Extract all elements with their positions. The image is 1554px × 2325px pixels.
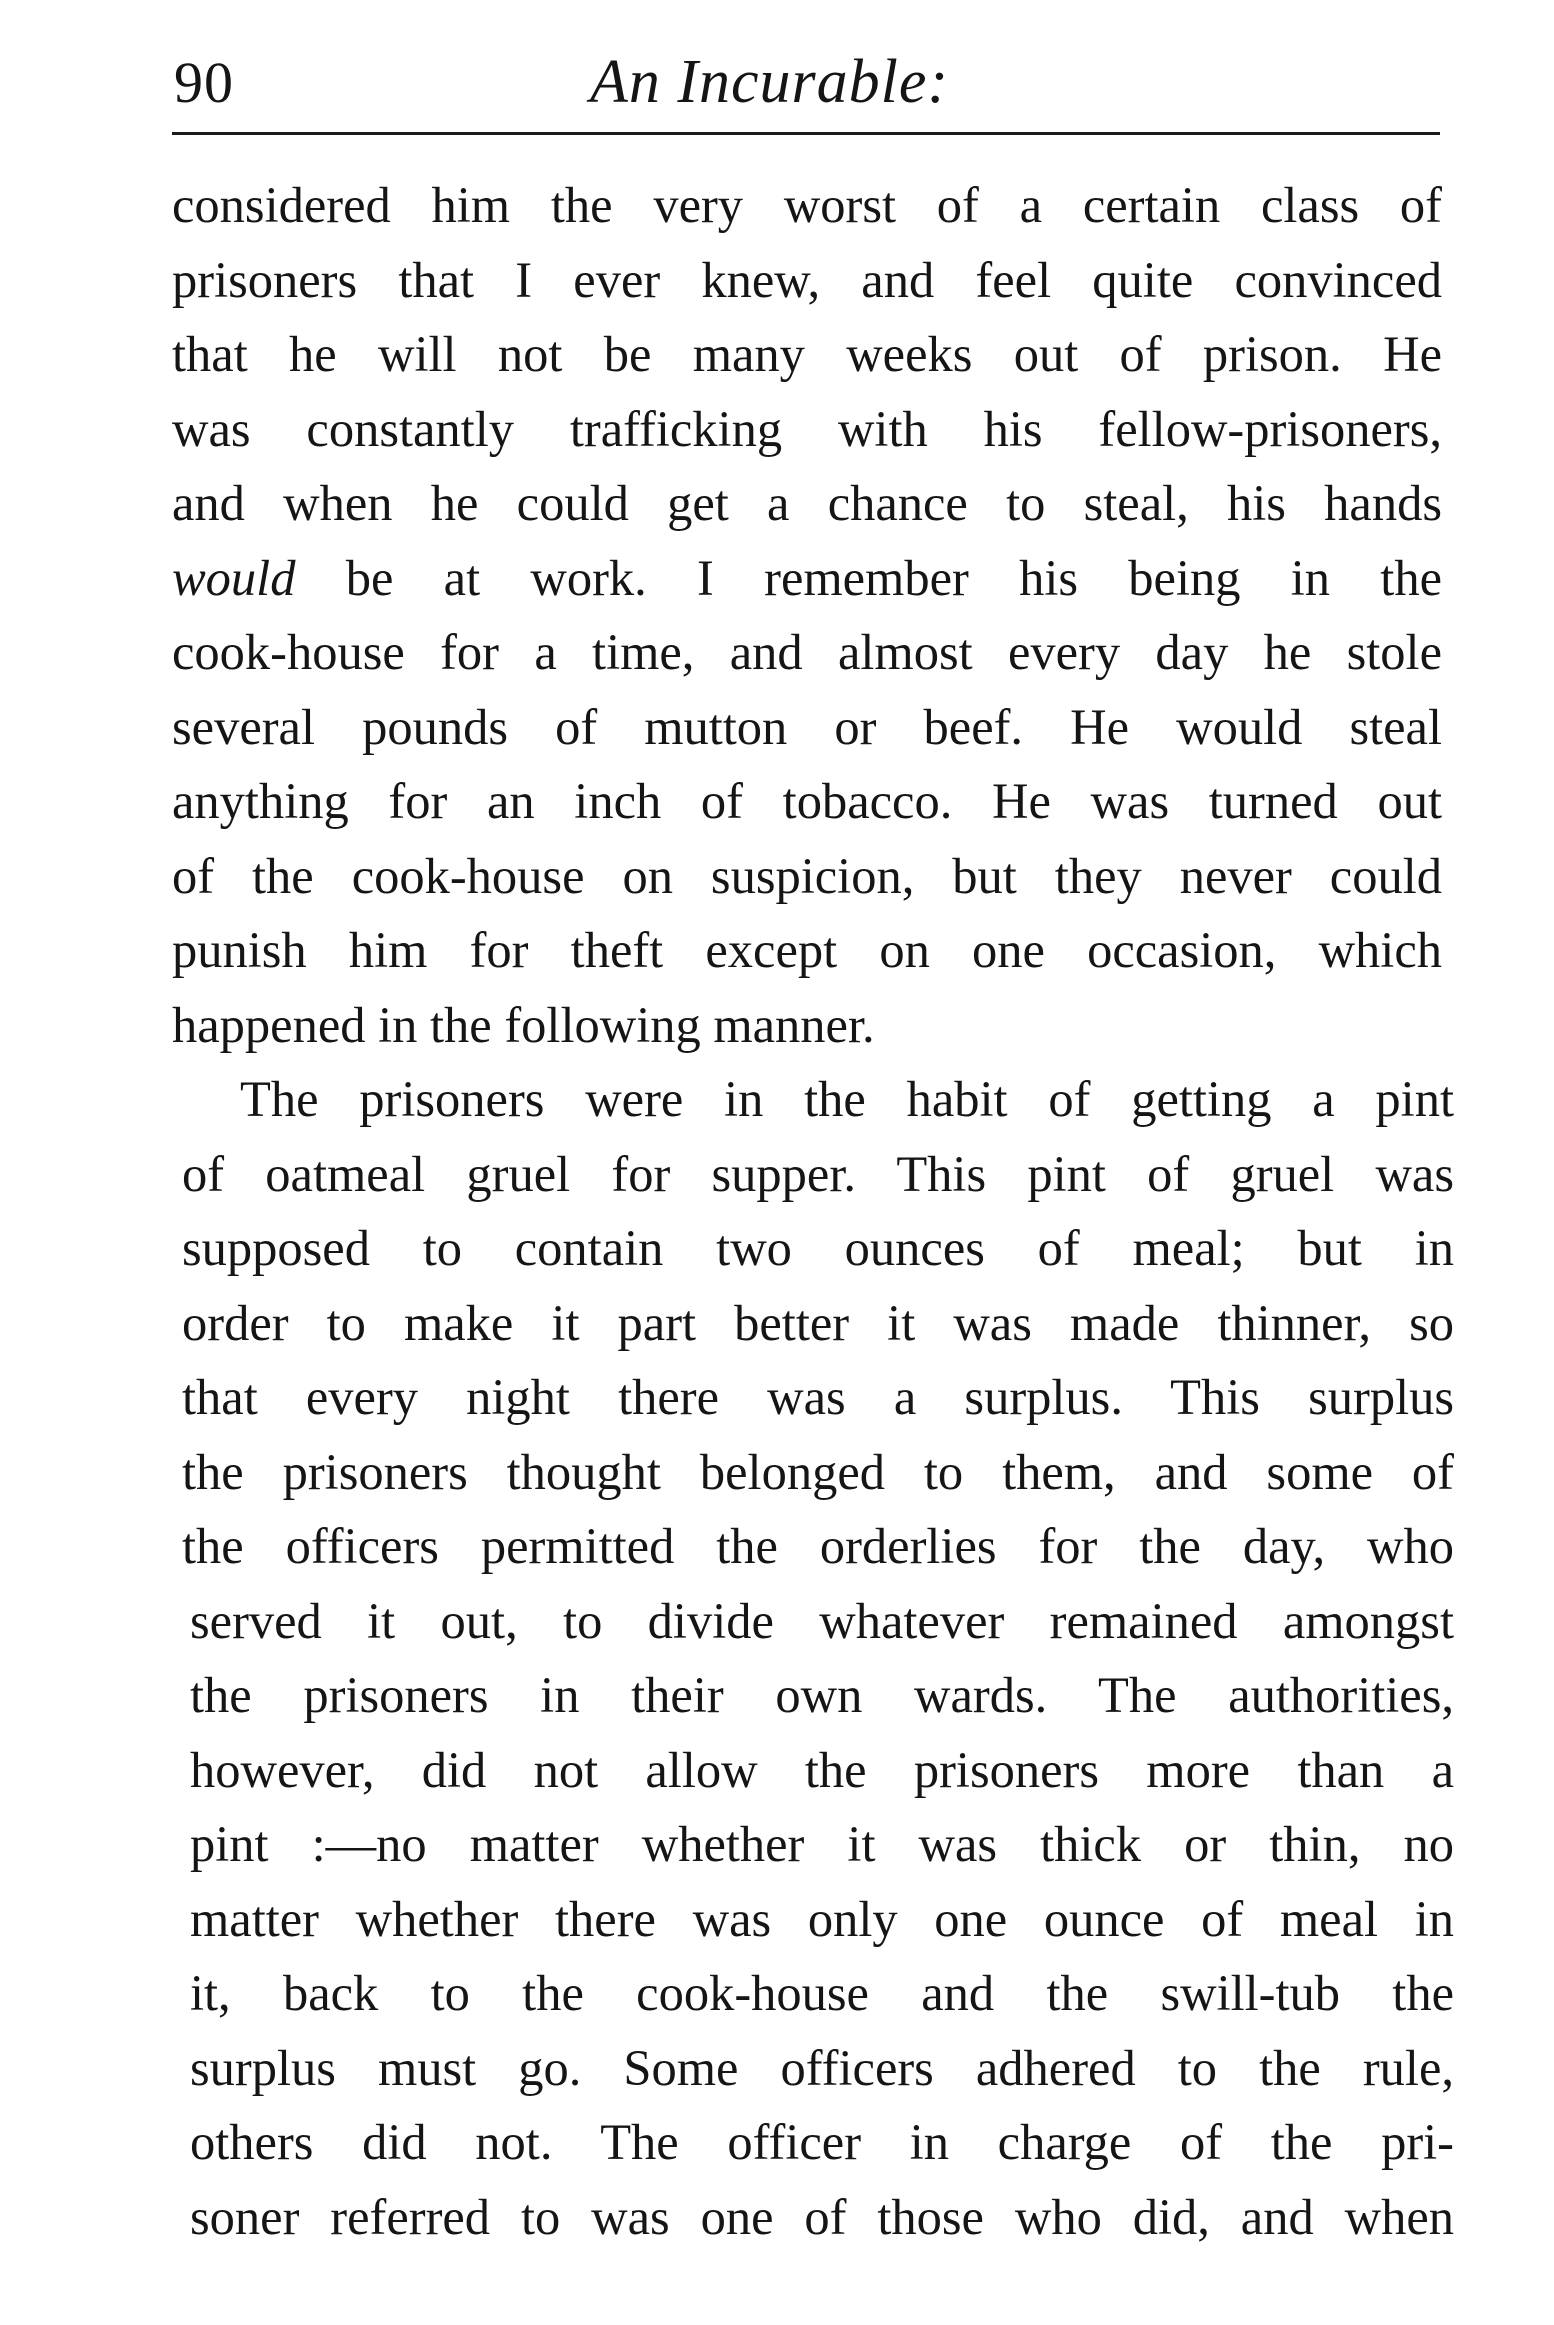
emphasis-word: would xyxy=(172,549,296,606)
text-line: however, did not allow the prisoners more than a xyxy=(190,1741,1454,1798)
paragraph-2 xyxy=(172,1062,1462,2254)
text-line: prisoners that I ever knew, and feel quite convinced xyxy=(172,251,1442,308)
text-line: of oatmeal gruel for supper. This pint of gruel was xyxy=(182,1145,1454,1202)
running-title: An Incurable: xyxy=(590,48,950,116)
text-line: supposed to contain two ounces of meal; but in xyxy=(182,1220,1454,1276)
text-line: served it out, to divide whatever remained amongst xyxy=(190,1592,1454,1649)
text-line: and when he could get a chance to steal, his hands xyxy=(172,475,1442,531)
text-line: The prisoners were in the habit of getting a pint xyxy=(240,1071,1454,1127)
text-line: happened in the following manner. xyxy=(172,996,875,1053)
text-line: surplus must go. Some officers adhered to the rule, xyxy=(190,2039,1454,2096)
text-line: several pounds of mutton or beef. He would steal xyxy=(172,698,1442,755)
header-rule xyxy=(172,132,1440,135)
text-line: the prisoners thought belonged to them, and some of xyxy=(182,1443,1454,1500)
text-line: order to make it part better it was made thinner, so xyxy=(182,1294,1454,1351)
text-line-with-emphasis xyxy=(172,541,1442,616)
text-line: cook-house for a time, and almost every day he stole xyxy=(172,624,1442,680)
text-line: pint :—no matter whether it was thick or thin, no xyxy=(190,1816,1454,1872)
text-line: of the cook-house on suspicion, but they never could xyxy=(172,847,1442,904)
text-line: punish him for theft except on one occasion, which xyxy=(172,922,1442,978)
text-line: was constantly trafficking with his fellow-prisoners, xyxy=(172,400,1442,457)
text-line: considered him the very worst of a certain class of xyxy=(172,177,1442,233)
text-line: that every night there was a surplus. This surplus xyxy=(182,1369,1454,1425)
text-line: it, back to the cook-house and the swill-tub the xyxy=(190,1965,1454,2021)
text-line: anything for an inch of tobacco. He was turned out xyxy=(172,773,1442,829)
text-line: that he will not be many weeks out of prison. He xyxy=(172,326,1442,382)
text-line: the officers permitted the orderlies for the day, who xyxy=(182,1518,1454,1574)
running-head xyxy=(170,42,1442,122)
body-text xyxy=(172,168,1462,2254)
page-number: 90 xyxy=(174,50,234,115)
text-line-rest: be at work. I remember his being in the xyxy=(345,549,1442,606)
text-line: soner referred to was one of those who did, and when xyxy=(190,2188,1454,2245)
paragraph-1 xyxy=(172,168,1462,1062)
text-line: others did not. The officer in charge of the pri- xyxy=(190,2114,1454,2170)
text-line: the prisoners in their own wards. The authorities, xyxy=(190,1667,1454,1723)
text-line: matter whether there was only one ounce of meal in xyxy=(190,1890,1454,1947)
